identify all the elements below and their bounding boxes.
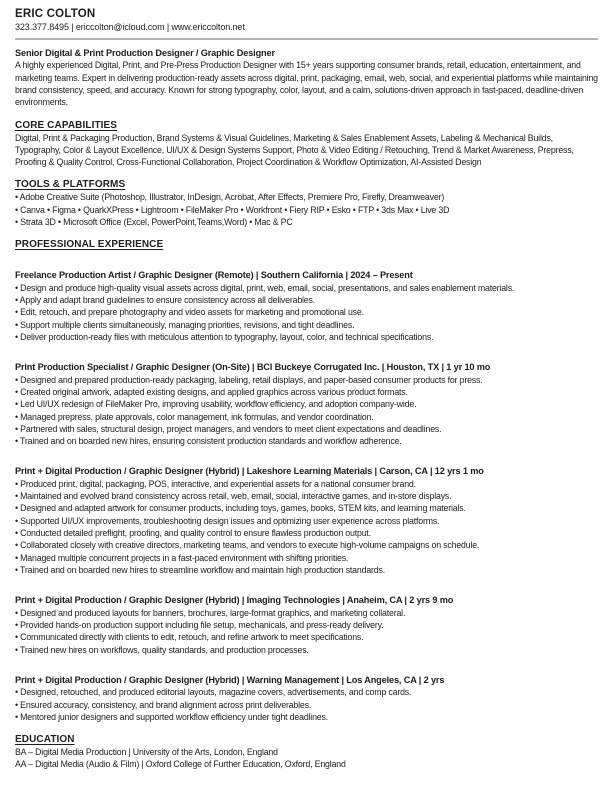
tools-line: • Strata 3D • Microsoft Office (Excel, PowerPoint,Teams,Word) • Mac & PC [15,217,293,228]
job-entry-bci-buckeye [15,361,598,447]
job-bullet: • Conducted detailed preflight, proofing, and quality control to ensure flawless production output. [15,528,371,539]
job-bullet: • Apply and adapt brand guidelines to ensure consistency across all deliverables. [15,295,316,306]
job-title: Print Production Specialist / Graphic Designer (On-Site) | BCI Buckeye Corrugated Inc. | Houston, TX | 1 yr 10 mo [15,362,491,373]
contact-info: 323.377.8495 | ericcolton@icloud.com | www.ericcolton.net [15,22,245,32]
education-line: BA – Digital Media Production | University of the Arts, London, England [15,747,278,758]
job-entry-warning-management [15,674,598,723]
job-bullet: • Designed and produced layouts for banners, brochures, large-format graphics, and marketing collateral. [15,607,406,618]
summary-title: Senior Digital & Print Production Designer / Graphic Designer [15,48,275,58]
job-bullet: • Communicated directly with clients to edit, retouch, and refine artwork to meet specifications. [15,632,364,643]
job-bullet: • Led UI/UX redesign of FileMaker Pro, improving usability, workflow efficiency, and adoption company-wide. [15,399,417,410]
education-line: AA – Digital Media (Audio & Film) | Oxford College of Further Education, Oxford, England [15,759,346,770]
job-bullet: • Managed multiple concurrent projects in a fast-paced environment with shifting priorities. [15,552,349,563]
job-bullet: • Designed and adapted artwork for consumer products, including toys, games, books, STEM kits, and learning materials. [15,503,466,514]
job-bullet: • Ensured accuracy, consistency, and brand alignment across print deliverables. [15,699,312,710]
core-capabilities-paragraph: Digital, Print & Packaging Production, Brand Systems & Visual Guidelines, Marketing & Sales Enablement Assets, Labeling & Mechanical Builds, Typography, Color & Layout Excellence, UI/UX & Design Systems Support, Photo & Video Editing / Retouching, Trend & Market Awareness, Prepress, Proofing & Quality Control, Cross-Functional Collaboration, Project Coordination & Workflow Optimization, AI-Assisted Design [15,132,574,168]
job-bullet: • Design and produce high-quality visual assets across digital, print, web, email, social, presentations, and sales enablement materials. [15,282,515,293]
section-professional-experience [15,238,598,723]
job-entry-imaging-technologies [15,594,598,656]
candidate-name: ERIC COLTON [15,8,96,20]
section-education [15,733,598,771]
job-entry-freelance [15,269,598,343]
job-bullet: • Maintained and evolved brand consistency across retail, web, email, social, interactive games, and in-store displays. [15,491,452,502]
tools-line: • Adobe Creative Suite (Photoshop, Illustrator, InDesign, Acrobat, After Effects, Premiere Pro, Firefly, Dreamweaver) [15,192,445,203]
job-bullet: • Designed and prepared production-ready packaging, labeling, retail displays, and paper-based consumer products for press. [15,374,483,385]
job-bullet: • Provided hands-on production support including file setup, mechanicals, and press-ready delivery. [15,619,384,630]
job-bullet: • Produced print, digital, packaging, POS, interactive, and experiential assets for a national consumer brand. [15,478,416,489]
tools-line: • Canva • Figma • QuarkXPress • Lightroom • FileMaker Pro • Workfront • Fiery RIP • Esko • FTP • 3ds Max • Live 3D [15,204,450,215]
job-bullet: • Designed, retouched, and produced editorial layouts, magazine covers, advertisements, and comp cards. [15,687,412,698]
job-bullet: • Supported UI/UX improvements, troubleshooting design issues and optimizing user experience across platforms. [15,515,440,526]
tools-platforms-heading: TOOLS & PLATFORMS [15,179,126,191]
job-bullet: • Edit, retouch, and prepare photography and video assets for marketing and promotional use. [15,307,364,318]
job-bullet: • Collaborated closely with creative directors, marketing teams, and vendors to execute high-volume campaigns on schedule. [15,540,480,551]
job-entry-lakeshore [15,465,598,576]
job-title: Print + Digital Production / Graphic Designer (Hybrid) | Warning Management | Los Angeles, CA | 2 yrs [15,674,445,685]
professional-experience-heading: PROFESSIONAL EXPERIENCE [15,239,164,251]
job-bullet: • Support multiple clients simultaneously, managing priorities, revisions, and tight deadlines. [15,319,355,330]
job-title: Print + Digital Production / Graphic Designer (Hybrid) | Imaging Technologies | Anaheim, CA | 2 yrs 9 mo [15,595,454,606]
job-bullet: • Trained and on boarded new hires, ensuring consistent production standards and workflow adherence. [15,436,402,447]
job-bullet: • Mentored junior designers and supported workflow efficiency under tight deadlines. [15,711,328,722]
header-divider [15,38,598,40]
job-bullet: • Trained and on boarded new hires to streamline workflow and maintain high production standards. [15,564,385,575]
job-bullet: • Managed prepress, plate approvals, color management, ink formulas, and vendor coordination. [15,411,374,422]
section-tools-platforms [15,178,598,228]
job-bullet: • Deliver production-ready files with meticulous attention to typography, layout, color, and technical specifications. [15,331,434,342]
job-bullet: • Trained new hires on workflows, quality standards, and production processes. [15,644,309,655]
core-capabilities-heading: CORE CAPABILITIES [15,119,118,131]
education-heading: EDUCATION [15,734,75,746]
job-bullet: • Created original artwork, adapted existing designs, and applied graphics across various product formats. [15,386,408,397]
job-title: Freelance Production Artist / Graphic Designer (Remote) | Southern California | 2024 – Present [15,270,413,281]
job-bullet: • Partnered with sales, structural design, project managers, and vendors to meet client expectations and deadlines. [15,423,442,434]
summary-paragraph: A highly experienced Digital, Print, and Pre-Press Production Designer with 15+ years supporting consumer brands, retail, education, entertainment, and marketing teams. Expert in delivering production-ready assets across digital, print, packaging, email, web, social, and experiential platforms while maintaining brand consistency, speed, and accuracy. Known for strong typography, color, layout, and a calm, solutions-driven approach in fast-paced, deadline-driven environments. [15,60,598,108]
section-core-capabilities [15,119,598,169]
job-title: Print + Digital Production / Graphic Designer (Hybrid) | Lakeshore Learning Materials | Carson, CA | 12 yrs 1 mo [15,466,484,477]
